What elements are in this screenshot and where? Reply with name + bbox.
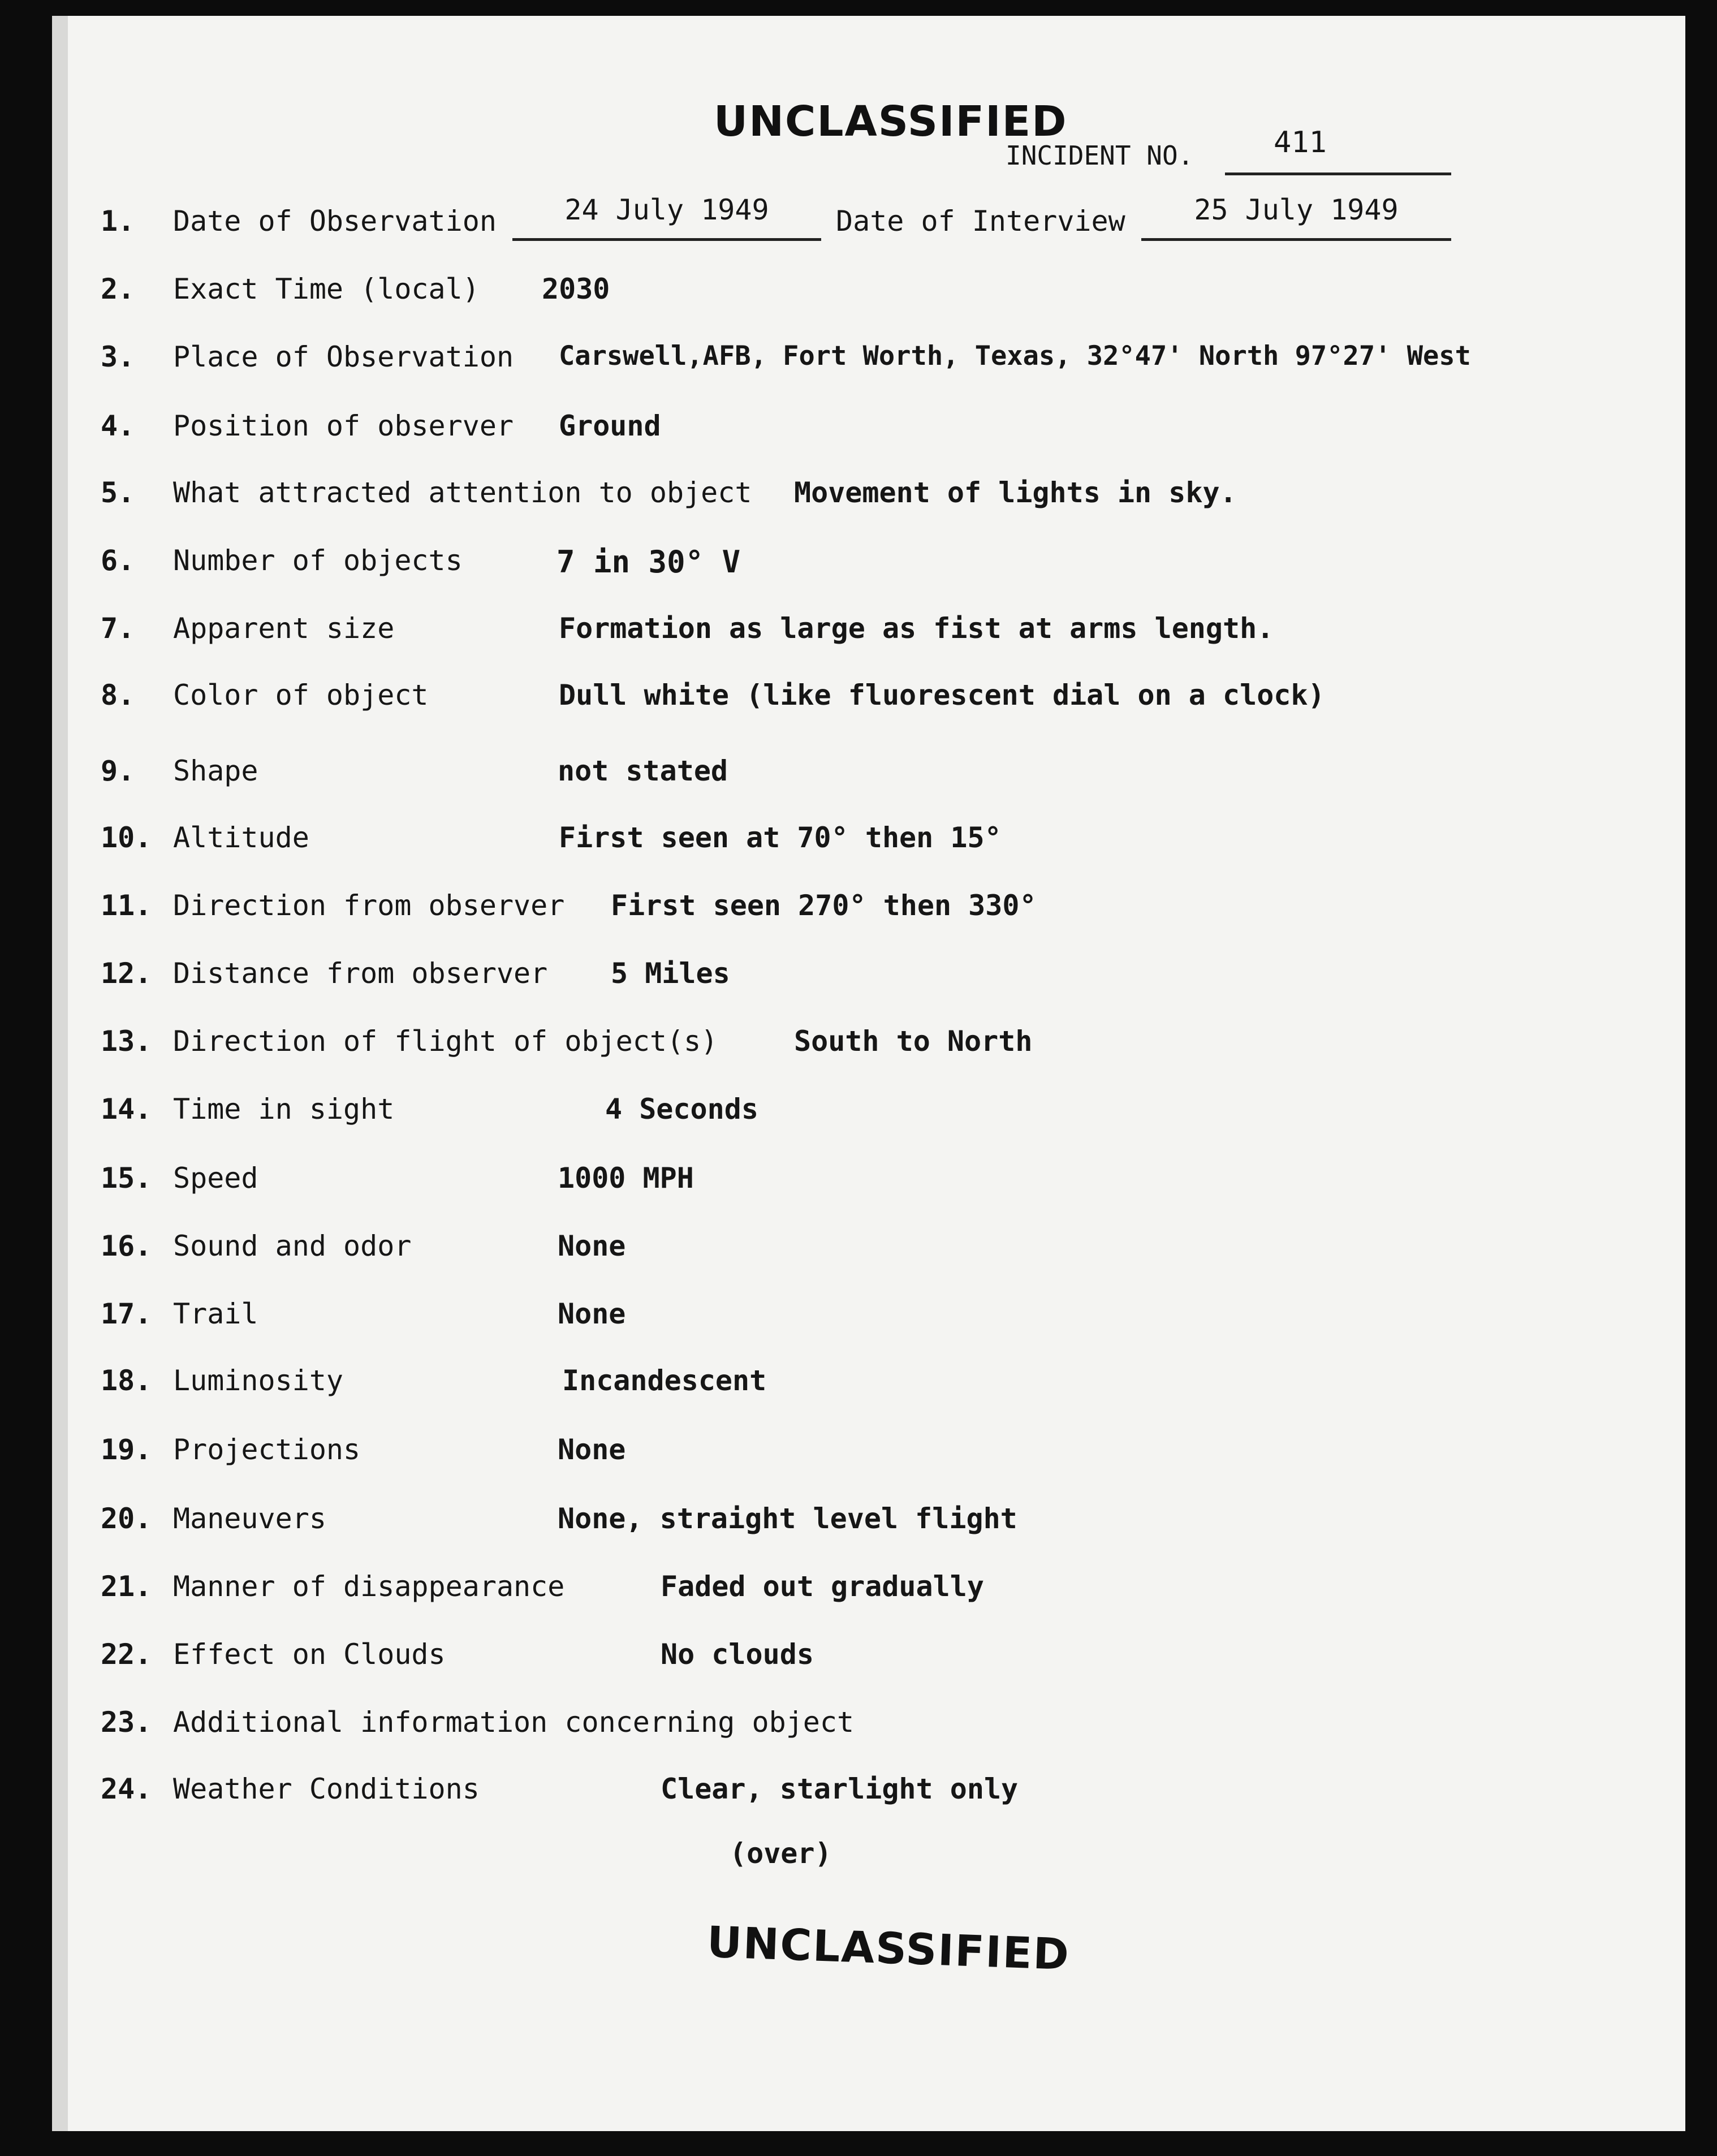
item-number: 6.	[101, 544, 135, 577]
item-number: 7.	[101, 612, 135, 645]
item-value: None, straight level flight	[558, 1502, 1017, 1535]
item-label: Speed	[173, 1162, 258, 1195]
item-label: Time in sight	[173, 1093, 395, 1126]
classification-stamp-bottom: UNCLASSIFIED	[706, 1916, 1071, 1980]
item-number: 11.	[101, 889, 152, 922]
item-value: 1000 MPH	[558, 1162, 694, 1195]
item-value: 5 Miles	[611, 957, 730, 990]
item-number: 5.	[101, 476, 135, 509]
item-value: not stated	[558, 754, 728, 787]
item-label: Effect on Clouds	[173, 1638, 446, 1671]
date-of-observation-value: 24 July 1949	[512, 193, 821, 241]
item-value: South to North	[794, 1025, 1033, 1058]
item-value: Faded out gradually	[661, 1570, 984, 1603]
item-value: None	[558, 1230, 626, 1262]
item-number: 14.	[101, 1093, 152, 1126]
date-of-interview-label: Date of Interview	[836, 205, 1125, 238]
item-label: Date of Observation	[173, 205, 497, 238]
item-label: Distance from observer	[173, 957, 548, 990]
item-value: None	[558, 1297, 626, 1330]
item-label: Color of object	[173, 679, 429, 712]
item-number: 24.	[101, 1773, 152, 1805]
item-label: Altitude	[173, 821, 309, 854]
item-number: 19.	[101, 1433, 152, 1466]
item-value: None	[558, 1433, 626, 1466]
item-value: Ground	[559, 409, 661, 442]
item-number: 12.	[101, 957, 152, 990]
item-number: 13.	[101, 1025, 152, 1058]
incident-number-label: INCIDENT NO.	[1006, 140, 1194, 171]
item-label: Direction of flight of object(s)	[173, 1025, 718, 1058]
item-label: Maneuvers	[173, 1502, 326, 1535]
item-label: Sound and odor	[173, 1230, 412, 1262]
item-label: Luminosity	[173, 1364, 344, 1397]
item-label: Number of objects	[173, 544, 463, 577]
item-number: 8.	[101, 679, 135, 712]
item-number: 15.	[101, 1162, 152, 1195]
item-number: 9.	[101, 754, 135, 787]
incident-number-value: 411	[1225, 126, 1451, 175]
item-value: 7 in 30° V	[556, 544, 741, 580]
item-value: First seen at 70° then 15°	[559, 821, 1002, 854]
item-number: 20.	[101, 1502, 152, 1535]
item-label: Direction from observer	[173, 889, 565, 922]
item-value: No clouds	[661, 1638, 814, 1671]
item-number: 17.	[101, 1297, 152, 1330]
item-value: First seen 270° then 330°	[611, 889, 1037, 922]
document-page	[52, 16, 1685, 2131]
item-number: 4.	[101, 409, 135, 442]
item-value: 4 Seconds	[605, 1093, 758, 1126]
item-label: Exact Time (local)	[173, 273, 480, 305]
classification-stamp-top: UNCLASSIFIED	[714, 97, 1068, 146]
item-label: Additional information concerning object	[173, 1706, 855, 1739]
item-label: Manner of disappearance	[173, 1570, 565, 1603]
item-number: 23.	[101, 1706, 152, 1739]
item-value: Carswell,AFB, Fort Worth, Texas, 32°47' North 97°27' West	[559, 340, 1471, 372]
item-label: Place of Observation	[173, 340, 514, 373]
item-value: Movement of lights in sky.	[794, 476, 1237, 509]
date-of-interview-value: 25 July 1949	[1141, 193, 1451, 241]
item-value: Dull white (like fluorescent dial on a clock)	[559, 679, 1325, 712]
item-number: 18.	[101, 1364, 152, 1397]
item-number: 2.	[101, 273, 135, 305]
item-value: Clear, starlight only	[661, 1773, 1019, 1805]
item-label: What attracted attention to object	[173, 476, 752, 509]
item-label: Trail	[173, 1297, 258, 1330]
item-label: Weather Conditions	[173, 1773, 480, 1805]
item-number: 3.	[101, 340, 135, 373]
item-value: Formation as large as fist at arms length.	[559, 612, 1274, 645]
item-number: 16.	[101, 1230, 152, 1262]
item-label: Position of observer	[173, 409, 514, 442]
item-value: 2030	[542, 273, 610, 305]
item-number: 1.	[101, 205, 135, 238]
item-number: 10.	[101, 821, 152, 854]
item-label: Shape	[173, 754, 258, 787]
item-number: 21.	[101, 1570, 152, 1603]
item-value: Incandescent	[562, 1364, 767, 1397]
item-number: 22.	[101, 1638, 152, 1671]
item-label: Projections	[173, 1433, 361, 1466]
item-label: Apparent size	[173, 612, 395, 645]
over-note: (over)	[730, 1837, 832, 1870]
